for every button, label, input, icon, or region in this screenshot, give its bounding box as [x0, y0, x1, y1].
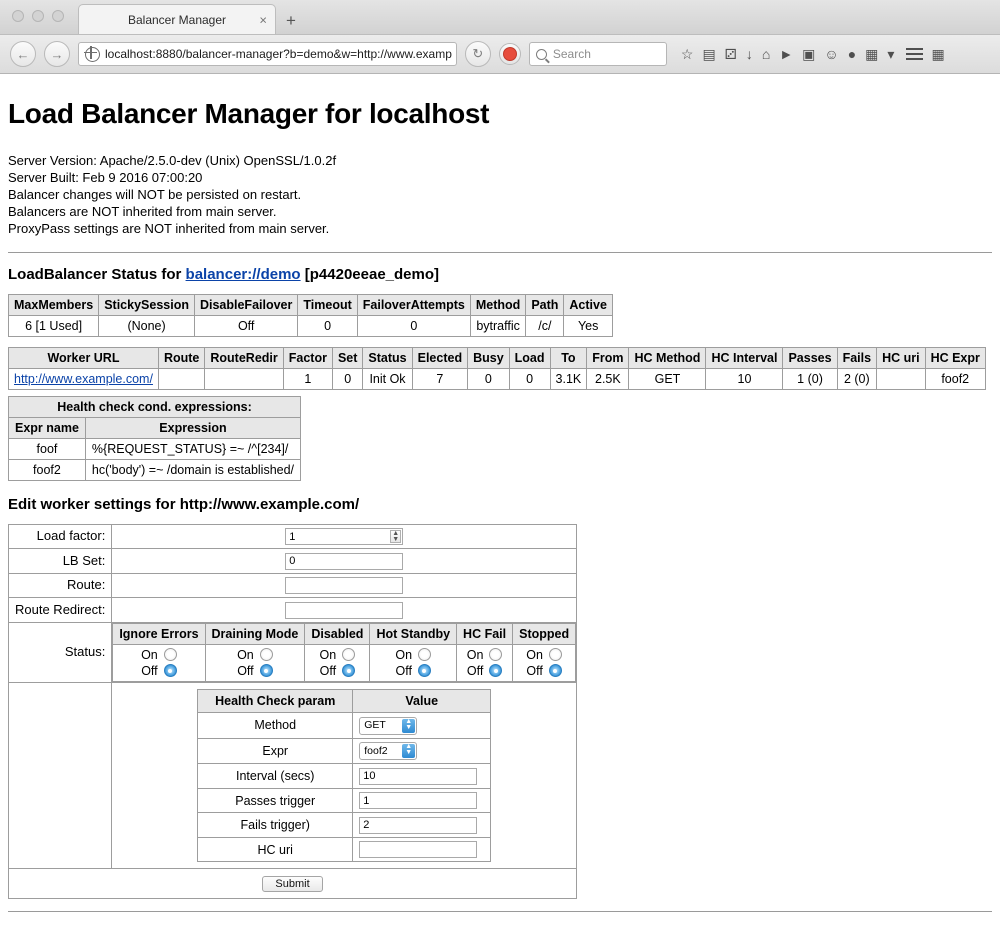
library-icon[interactable]: ▦	[865, 46, 879, 62]
form-row-lb-set	[9, 549, 577, 574]
route-cell	[112, 573, 577, 598]
hot-standby-radios	[370, 644, 457, 681]
balancer-status-heading	[8, 265, 992, 284]
stopped-on-radio[interactable]	[549, 648, 562, 661]
lb-set-input[interactable]	[285, 553, 403, 570]
cell-hc-interval: 10	[706, 368, 783, 389]
off-label: Off	[395, 663, 412, 678]
col-factor: Factor	[283, 347, 332, 368]
reader-icon[interactable]: ▤	[702, 46, 716, 62]
col-path: Path	[526, 294, 564, 315]
ignore-errors-radios	[113, 644, 205, 681]
off-label: Off	[526, 663, 543, 678]
col-hc-param: Health Check param	[198, 689, 353, 712]
table-caption-row	[9, 396, 301, 417]
table-row	[198, 764, 491, 789]
cell-hc-uri	[877, 368, 926, 389]
cell-method: bytraffic	[470, 315, 525, 336]
on-label: On	[237, 647, 254, 662]
forward-icon[interactable]: →	[44, 41, 70, 67]
hot-standby-on-radio[interactable]	[418, 648, 431, 661]
persist-notice: Balancer changes will NOT be persisted on restart.	[8, 187, 302, 203]
block-icon-inner	[503, 47, 517, 61]
back-icon[interactable]: ←	[10, 41, 36, 67]
download-icon[interactable]: ↓	[745, 46, 753, 62]
grid-icon[interactable]: ▦	[931, 45, 945, 62]
cell-routeredir	[205, 368, 283, 389]
hc-fails-label: Fails trigger)	[198, 813, 353, 838]
search-icon	[536, 49, 547, 60]
hc-uri-input[interactable]	[359, 841, 477, 858]
hc-expressions-caption: Health check cond. expressions:	[9, 396, 301, 417]
draining-mode-on-radio[interactable]	[260, 648, 273, 661]
table-row	[9, 459, 301, 480]
divider	[8, 252, 992, 253]
stopped-off-radio[interactable]	[549, 664, 562, 677]
col-passes: Passes	[783, 347, 837, 368]
col-set: Set	[332, 347, 362, 368]
hc-passes-label: Passes trigger	[198, 788, 353, 813]
hot-standby-off-radio[interactable]	[418, 664, 431, 677]
col-fails: Fails	[837, 347, 877, 368]
hc-expr-label: Expr	[198, 738, 353, 764]
cell-set: 0	[332, 368, 362, 389]
server-info	[8, 152, 992, 238]
cell-maxmembers: 6 [1 Used]	[9, 315, 99, 336]
send-icon[interactable]: ►	[779, 46, 794, 62]
url-text: localhost:8880/balancer-manager?b=demo&w=http://www.examp	[105, 47, 452, 61]
maximize-window-button[interactable]	[52, 10, 64, 22]
table-row	[9, 438, 301, 459]
col-expression: Expression	[85, 417, 300, 438]
stepper-arrows-icon[interactable]: ▲ ▼	[390, 530, 401, 543]
col-status: Status	[363, 347, 412, 368]
load-factor-stepper[interactable]	[285, 528, 403, 546]
stopped-radios	[513, 644, 576, 681]
hc-expr-value: foof2	[364, 744, 388, 757]
browser-chrome	[0, 0, 1000, 74]
col-failoverattempts: FailoverAttempts	[357, 294, 470, 315]
hc-passes-input[interactable]	[359, 792, 477, 809]
cell-failoverattempts: 0	[357, 315, 470, 336]
worker-url-link[interactable]: http://www.example.com/	[14, 371, 153, 386]
cell-fails: 2 (0)	[837, 368, 877, 389]
off-label: Off	[319, 663, 337, 678]
close-window-button[interactable]	[12, 10, 24, 22]
cell-factor: 1	[283, 368, 332, 389]
col-to: To	[550, 347, 587, 368]
chevron-updown-icon[interactable]: ▲ ▼	[402, 744, 415, 758]
proxypass-notice: ProxyPass settings are NOT inherited from main server.	[8, 221, 330, 237]
table-row	[9, 368, 986, 389]
col-hc-interval: HC Interval	[706, 347, 783, 368]
on-label: On	[395, 647, 413, 662]
cell-load: 0	[509, 368, 550, 389]
form-row-load-factor	[9, 524, 577, 549]
health-check-params-table	[197, 689, 491, 862]
table-row	[198, 837, 491, 862]
on-label: On	[526, 647, 543, 662]
page-title: Load Balancer Manager for localhost	[8, 98, 490, 129]
hc-expr-select[interactable]	[359, 742, 417, 760]
cell-active: Yes	[564, 315, 613, 336]
cell-hc-expr: foof2	[925, 368, 985, 389]
form-row-route	[9, 573, 577, 598]
cell-passes: 1 (0)	[783, 368, 837, 389]
status-radio-row	[113, 644, 576, 681]
tab-strip	[78, 4, 296, 34]
hc-interval-label: Interval (secs)	[198, 764, 353, 789]
balancer-heading-suffix: [p4420eeae_demo]	[300, 265, 439, 283]
cell-path: /c/	[526, 315, 564, 336]
hc-method-cell	[353, 712, 491, 738]
load-factor-input[interactable]	[285, 528, 403, 545]
cell-hc-method: GET	[629, 368, 706, 389]
col-method: Method	[470, 294, 525, 315]
cell-route	[158, 368, 204, 389]
off-label: Off	[141, 663, 158, 678]
hc-fail-radios	[457, 644, 513, 681]
off-label: Off	[466, 663, 484, 678]
table-row	[198, 738, 491, 764]
table-row	[198, 712, 491, 738]
col-hc-uri: HC uri	[877, 347, 926, 368]
bottom-divider	[8, 911, 992, 912]
hc-fails-input[interactable]	[359, 817, 477, 834]
cell-elected: 7	[412, 368, 467, 389]
tab-balancer-manager[interactable]	[78, 4, 276, 34]
balancer-heading-prefix: LoadBalancer Status for	[8, 265, 186, 283]
route-input[interactable]	[285, 577, 403, 594]
hc-interval-input[interactable]	[359, 768, 477, 785]
cell-to: 3.1K	[550, 368, 587, 389]
cell-busy: 0	[468, 368, 510, 389]
submit-button[interactable]: Submit	[262, 876, 322, 892]
block-icon[interactable]	[499, 43, 521, 65]
col-stopped: Stopped	[513, 623, 576, 644]
status-label: Status:	[9, 622, 112, 682]
table-header-row	[9, 347, 986, 368]
col-hc-method: HC Method	[629, 347, 706, 368]
cell-stickysession: (None)	[99, 315, 195, 336]
page-content	[0, 74, 1000, 912]
address-bar[interactable]	[78, 42, 457, 66]
col-route: Route	[158, 347, 204, 368]
cell-timeout: 0	[298, 315, 357, 336]
toolbar-icons	[681, 47, 895, 61]
search-placeholder: Search	[552, 47, 591, 61]
balancer-link[interactable]: balancer://demo	[185, 265, 301, 283]
col-hc-value: Value	[353, 689, 491, 712]
off-label: Off	[237, 663, 254, 678]
ignore-errors-off-radio[interactable]	[164, 664, 177, 677]
palette-icon[interactable]: ●	[847, 46, 857, 62]
cell-expr-name: foof	[9, 438, 86, 459]
disabled-radios	[305, 644, 370, 681]
cell-expr-name: foof2	[9, 459, 86, 480]
col-disabled: Disabled	[305, 623, 370, 644]
col-disablefailover: DisableFailover	[194, 294, 297, 315]
edit-worker-heading: Edit worker settings for http://www.example.com/	[8, 495, 360, 513]
submit-cell	[9, 869, 577, 899]
tab-title: Balancer Manager	[127, 12, 227, 27]
col-expr-name: Expr name	[9, 417, 86, 438]
lb-set-label: LB Set:	[9, 549, 112, 574]
col-ignore-errors: Ignore Errors	[113, 623, 205, 644]
route-redirect-label: Route Redirect:	[9, 598, 112, 623]
route-redirect-input[interactable]	[285, 602, 403, 619]
table-header-row	[113, 623, 576, 644]
inherit-notice: Balancers are NOT inherited from main server.	[8, 204, 277, 220]
hc-method-select[interactable]	[359, 717, 417, 735]
bookmark-star-icon[interactable]: ☆	[680, 46, 694, 62]
load-factor-label: Load factor:	[9, 524, 112, 549]
balancer-table	[8, 294, 613, 337]
draining-mode-off-radio[interactable]	[260, 664, 273, 677]
col-draining-mode: Draining Mode	[205, 623, 305, 644]
new-tab-button[interactable]: +	[286, 11, 296, 30]
col-hc-fail: HC Fail	[457, 623, 513, 644]
hc-interval-cell	[353, 764, 491, 789]
form-row-route-redirect	[9, 598, 577, 623]
table-row	[9, 315, 613, 336]
cell-expression: %{REQUEST_STATUS} =~ /^[234]/	[85, 438, 300, 459]
on-label: On	[141, 647, 158, 662]
status-cell	[112, 622, 577, 682]
on-label: On	[466, 647, 484, 662]
worker-table	[8, 347, 986, 390]
menu-icon[interactable]	[906, 48, 923, 60]
health-check-expressions-table	[8, 396, 301, 481]
home-icon[interactable]: ⌂	[761, 46, 771, 62]
hc-method-value: GET	[364, 718, 386, 731]
form-row-health-check	[9, 682, 577, 868]
form-row-submit	[9, 869, 577, 899]
hc-uri-label: HC uri	[198, 837, 353, 862]
shield-icon[interactable]: ⚂	[724, 46, 737, 62]
col-hot-standby: Hot Standby	[370, 623, 457, 644]
route-redirect-cell	[112, 598, 577, 623]
server-version: Server Version: Apache/2.5.0-dev (Unix) OpenSSL/1.0.2f	[8, 152, 337, 168]
hc-fail-on-radio[interactable]	[489, 648, 502, 661]
col-hc-expr: HC Expr	[925, 347, 985, 368]
smiley-icon[interactable]: ☺	[824, 46, 839, 62]
col-maxmembers: MaxMembers	[9, 294, 99, 315]
close-tab-icon[interactable]: ×	[259, 12, 267, 27]
globe-icon	[85, 47, 100, 62]
chevron-updown-icon[interactable]: ▲ ▼	[402, 719, 415, 733]
cell-expression: hc('body') =~ /domain is established/	[85, 459, 300, 480]
col-timeout: Timeout	[298, 294, 357, 315]
route-label: Route:	[9, 573, 112, 598]
search-input[interactable]	[529, 42, 667, 66]
col-from: From	[587, 347, 629, 368]
load-factor-cell	[112, 524, 577, 549]
table-header-row	[198, 689, 491, 712]
window-controls[interactable]	[12, 10, 64, 22]
lb-set-cell	[112, 549, 577, 574]
status-table	[112, 623, 576, 682]
col-busy: Busy	[468, 347, 510, 368]
col-routeredir: RouteRedir	[205, 347, 283, 368]
hc-uri-cell	[353, 837, 491, 862]
reload-icon[interactable]: ↻	[465, 41, 491, 67]
col-load: Load	[509, 347, 550, 368]
worker-settings-form	[8, 524, 577, 899]
table-row	[198, 788, 491, 813]
hc-method-label: Method	[198, 712, 353, 738]
disabled-on-radio[interactable]	[342, 648, 355, 661]
col-stickysession: StickySession	[99, 294, 195, 315]
table-row	[198, 813, 491, 838]
minimize-window-button[interactable]	[32, 10, 44, 22]
col-active: Active	[564, 294, 613, 315]
table-header-row	[9, 294, 613, 315]
col-elected: Elected	[412, 347, 467, 368]
cell-worker-url[interactable]	[9, 368, 159, 389]
hc-params-cell	[112, 682, 577, 868]
navigation-toolbar	[0, 35, 1000, 73]
ignore-errors-on-radio[interactable]	[164, 648, 177, 661]
draining-mode-radios	[205, 644, 305, 681]
browser-titlebar	[0, 0, 1000, 35]
form-row-status	[9, 622, 577, 682]
hc-spacer-cell	[9, 682, 112, 868]
col-worker-url: Worker URL	[9, 347, 159, 368]
server-built: Server Built: Feb 9 2016 07:00:20	[8, 169, 203, 185]
on-label: On	[319, 647, 337, 662]
hc-fails-cell	[353, 813, 491, 838]
pocket-icon[interactable]: ▣	[802, 46, 816, 62]
hc-fail-off-radio[interactable]	[489, 664, 502, 677]
cell-status: Init Ok	[363, 368, 412, 389]
cell-disablefailover: Off	[194, 315, 297, 336]
hc-expr-cell	[353, 738, 491, 764]
table-header-row	[9, 417, 301, 438]
chevron-down-icon[interactable]: ▾	[887, 46, 895, 62]
hc-passes-cell	[353, 788, 491, 813]
disabled-off-radio[interactable]	[342, 664, 355, 677]
cell-from: 2.5K	[587, 368, 629, 389]
